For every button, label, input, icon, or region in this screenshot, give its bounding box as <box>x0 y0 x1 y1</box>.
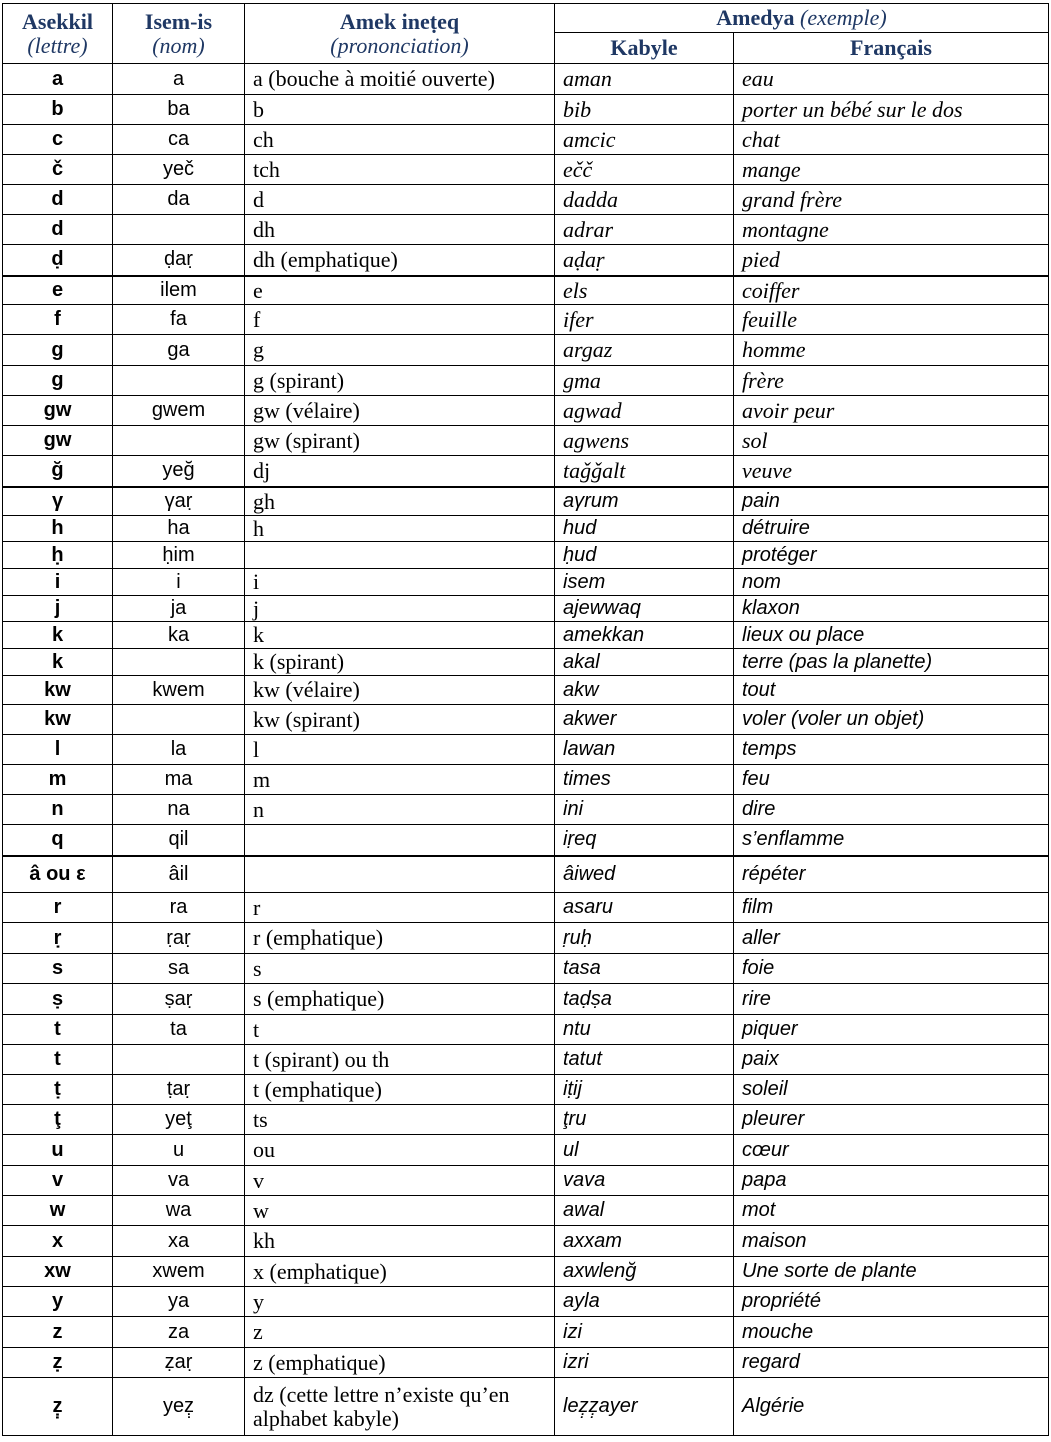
pronunciation-cell: gw (vélaire) <box>245 396 555 426</box>
kabyle-cell: ul <box>555 1135 734 1166</box>
name-cell: γaṛ <box>113 487 245 516</box>
pronunciation-cell: dz (cette lettre n’existe qu’en alphabet kabyle) <box>245 1378 555 1436</box>
kabyle-cell: argaz <box>555 335 734 366</box>
table-row <box>3 1015 1049 1045</box>
french-cell: eau <box>734 64 1049 95</box>
letter-cell: t <box>3 1045 113 1075</box>
french-cell: mange <box>734 155 1049 185</box>
kabyle-cell: âiwed <box>555 856 734 893</box>
name-cell: gwem <box>113 396 245 426</box>
french-cell: soleil <box>734 1075 1049 1105</box>
french-cell: aller <box>734 923 1049 954</box>
name-cell <box>113 366 245 396</box>
table-row <box>3 735 1049 765</box>
kabyle-cell: bib <box>555 95 734 125</box>
kabyle-cell: vava <box>555 1166 734 1196</box>
table-body <box>3 64 1049 1436</box>
letter-cell: x <box>3 1226 113 1257</box>
kabyle-cell: ṛuḥ <box>555 923 734 954</box>
pronunciation-cell: tch <box>245 155 555 185</box>
letter-cell: k <box>3 622 113 649</box>
kabyle-cell: akw <box>555 676 734 705</box>
pronunciation-cell: kw (spirant) <box>245 705 555 735</box>
french-cell: pleurer <box>734 1105 1049 1135</box>
kabyle-cell: leẓ̣ẓ̣ayer <box>555 1378 734 1436</box>
letter-cell: e <box>3 276 113 305</box>
kabyle-cell: ajewwaq <box>555 596 734 622</box>
table-row <box>3 893 1049 923</box>
french-cell: s’enflamme <box>734 825 1049 856</box>
name-cell: âil <box>113 856 245 893</box>
pronunciation-cell: z (emphatique) <box>245 1348 555 1378</box>
name-cell: ba <box>113 95 245 125</box>
table-row <box>3 245 1049 276</box>
table-row <box>3 825 1049 856</box>
name-cell: wa <box>113 1196 245 1226</box>
header-name-title: Isem-is <box>144 9 213 35</box>
letter-cell: xw <box>3 1257 113 1287</box>
kabyle-cell: isem <box>555 569 734 596</box>
name-cell: ilem <box>113 276 245 305</box>
letter-cell: u <box>3 1135 113 1166</box>
letter-cell: γ <box>3 487 113 516</box>
kabyle-cell: aḍaṛ <box>555 245 734 276</box>
kabyle-cell: times <box>555 765 734 795</box>
kabyle-cell: taḍṣa <box>555 984 734 1015</box>
table-row <box>3 305 1049 335</box>
header-letter <box>3 4 113 64</box>
header-letter-title: Asekkil <box>22 9 93 35</box>
pronunciation-cell: v <box>245 1166 555 1196</box>
letter-cell: y <box>3 1287 113 1317</box>
french-cell: maison <box>734 1226 1049 1257</box>
pronunciation-cell: ou <box>245 1135 555 1166</box>
alphabet-table <box>2 3 1049 1436</box>
pronunciation-cell: h <box>245 516 555 542</box>
french-cell: protéger <box>734 542 1049 569</box>
name-cell: ta <box>113 1015 245 1045</box>
french-cell: cœur <box>734 1135 1049 1166</box>
table-row <box>3 1105 1049 1135</box>
table-row <box>3 516 1049 542</box>
letter-cell: m <box>3 765 113 795</box>
kabyle-cell: ayla <box>555 1287 734 1317</box>
name-cell: ka <box>113 622 245 649</box>
name-cell: ẓaṛ <box>113 1348 245 1378</box>
letter-cell: gw <box>3 396 113 426</box>
letter-cell: b <box>3 95 113 125</box>
french-cell: porter un bébé sur le dos <box>734 95 1049 125</box>
pronunciation-cell: g (spirant) <box>245 366 555 396</box>
name-cell: va <box>113 1166 245 1196</box>
name-cell: sa <box>113 954 245 984</box>
kabyle-cell: ifer <box>555 305 734 335</box>
french-cell: mot <box>734 1196 1049 1226</box>
table-row <box>3 1196 1049 1226</box>
name-cell <box>113 1045 245 1075</box>
kabyle-cell: aγrum <box>555 487 734 516</box>
pronunciation-cell: f <box>245 305 555 335</box>
pronunciation-cell: kh <box>245 1226 555 1257</box>
name-cell: ṛaṛ <box>113 923 245 954</box>
name-cell: u <box>113 1135 245 1166</box>
french-cell: feuille <box>734 305 1049 335</box>
letter-cell: gw <box>3 426 113 456</box>
letter-cell: s <box>3 954 113 984</box>
letter-cell: l <box>3 735 113 765</box>
name-cell: ca <box>113 125 245 155</box>
letter-cell: ẓ̣ <box>3 1378 113 1436</box>
kabyle-cell: amekkan <box>555 622 734 649</box>
name-cell: ja <box>113 596 245 622</box>
letter-cell: w <box>3 1196 113 1226</box>
table-row <box>3 705 1049 735</box>
name-cell: xwem <box>113 1257 245 1287</box>
name-cell: ḥim <box>113 542 245 569</box>
letter-cell: n <box>3 795 113 825</box>
header-letter-sub: (lettre) <box>27 32 88 58</box>
french-cell: nom <box>734 569 1049 596</box>
kabyle-cell: izri <box>555 1348 734 1378</box>
table-row <box>3 856 1049 893</box>
kabyle-cell: iṭij <box>555 1075 734 1105</box>
kabyle-cell: els <box>555 276 734 305</box>
table-row <box>3 64 1049 95</box>
letter-cell: i <box>3 569 113 596</box>
french-cell: sol <box>734 426 1049 456</box>
name-cell <box>113 705 245 735</box>
letter-cell: j <box>3 596 113 622</box>
name-cell: yeţ <box>113 1105 245 1135</box>
letter-cell: kw <box>3 676 113 705</box>
french-cell: film <box>734 893 1049 923</box>
french-cell: montagne <box>734 215 1049 245</box>
name-cell: xa <box>113 1226 245 1257</box>
kabyle-cell: ḥud <box>555 542 734 569</box>
letter-cell: a <box>3 64 113 95</box>
kabyle-cell: axwlenğ <box>555 1257 734 1287</box>
pronunciation-cell: dh <box>245 215 555 245</box>
name-cell: la <box>113 735 245 765</box>
pronunciation-cell <box>245 856 555 893</box>
name-cell: ya <box>113 1287 245 1317</box>
kabyle-cell: agwens <box>555 426 734 456</box>
pronunciation-cell: a (bouche à moitié ouverte) <box>245 64 555 95</box>
kabyle-cell: ţru <box>555 1105 734 1135</box>
pronunciation-cell: d <box>245 185 555 215</box>
header-kabyle: Kabyle <box>555 33 734 64</box>
header-example <box>555 4 1049 33</box>
name-cell: yeẓ̣ <box>113 1378 245 1436</box>
table-row <box>3 1378 1049 1436</box>
table-row <box>3 1257 1049 1287</box>
name-cell: i <box>113 569 245 596</box>
pronunciation-cell: e <box>245 276 555 305</box>
table-row <box>3 765 1049 795</box>
table-row <box>3 542 1049 569</box>
letter-cell: g <box>3 335 113 366</box>
kabyle-cell: izi <box>555 1317 734 1348</box>
letter-cell: ṭ <box>3 1075 113 1105</box>
table-row <box>3 622 1049 649</box>
table-row <box>3 954 1049 984</box>
pronunciation-cell: s (emphatique) <box>245 984 555 1015</box>
letter-cell: k <box>3 649 113 676</box>
letter-cell: ḥ <box>3 542 113 569</box>
table-row <box>3 185 1049 215</box>
table-row <box>3 1226 1049 1257</box>
kabyle-cell: ini <box>555 795 734 825</box>
french-cell: détruire <box>734 516 1049 542</box>
pronunciation-cell: t (spirant) ou th <box>245 1045 555 1075</box>
kabyle-cell: tatut <box>555 1045 734 1075</box>
letter-cell: q <box>3 825 113 856</box>
name-cell: yeč <box>113 155 245 185</box>
kabyle-cell: gma <box>555 366 734 396</box>
name-cell: fa <box>113 305 245 335</box>
letter-cell: d <box>3 185 113 215</box>
pronunciation-cell: dh (emphatique) <box>245 245 555 276</box>
letter-cell: ṣ <box>3 984 113 1015</box>
header-pronunciation-sub: (prononciation) <box>330 32 469 58</box>
letter-cell: d <box>3 215 113 245</box>
table-row <box>3 155 1049 185</box>
table-row <box>3 396 1049 426</box>
table-row <box>3 1075 1049 1105</box>
name-cell: ga <box>113 335 245 366</box>
french-cell: terre (pas la planette) <box>734 649 1049 676</box>
name-cell: za <box>113 1317 245 1348</box>
pronunciation-cell: kw (vélaire) <box>245 676 555 705</box>
french-cell: chat <box>734 125 1049 155</box>
pronunciation-cell: ts <box>245 1105 555 1135</box>
kabyle-cell: akwer <box>555 705 734 735</box>
french-cell: frère <box>734 366 1049 396</box>
french-cell: Algérie <box>734 1378 1049 1436</box>
name-cell: ṣaṛ <box>113 984 245 1015</box>
pronunciation-cell: g <box>245 335 555 366</box>
pronunciation-cell: k (spirant) <box>245 649 555 676</box>
table-row <box>3 1287 1049 1317</box>
header-pronunciation <box>245 4 555 64</box>
french-cell: avoir peur <box>734 396 1049 426</box>
french-cell: répéter <box>734 856 1049 893</box>
french-cell: homme <box>734 335 1049 366</box>
letter-cell: â ou ε <box>3 856 113 893</box>
name-cell: yeğ <box>113 456 245 487</box>
pronunciation-cell: t (emphatique) <box>245 1075 555 1105</box>
pronunciation-cell: b <box>245 95 555 125</box>
table-row <box>3 487 1049 516</box>
french-cell: propriété <box>734 1287 1049 1317</box>
kabyle-cell: amcic <box>555 125 734 155</box>
pronunciation-cell: r (emphatique) <box>245 923 555 954</box>
pronunciation-cell: gw (spirant) <box>245 426 555 456</box>
french-cell: lieux ou place <box>734 622 1049 649</box>
letter-cell: ṛ <box>3 923 113 954</box>
french-cell: coiffer <box>734 276 1049 305</box>
table-row <box>3 456 1049 487</box>
letter-cell: č <box>3 155 113 185</box>
name-cell: a <box>113 64 245 95</box>
letter-cell: ẓ <box>3 1348 113 1378</box>
table-row <box>3 676 1049 705</box>
french-cell: grand frère <box>734 185 1049 215</box>
table-row <box>3 923 1049 954</box>
french-cell: voler (voler un objet) <box>734 705 1049 735</box>
table-row <box>3 95 1049 125</box>
name-cell: da <box>113 185 245 215</box>
table-row <box>3 335 1049 366</box>
french-cell: Une sorte de plante <box>734 1257 1049 1287</box>
kabyle-cell: taǧǧalt <box>555 456 734 487</box>
pronunciation-cell: z <box>245 1317 555 1348</box>
header-french: Français <box>734 33 1049 64</box>
french-cell: veuve <box>734 456 1049 487</box>
pronunciation-cell: l <box>245 735 555 765</box>
letter-cell: r <box>3 893 113 923</box>
kabyle-cell: ntu <box>555 1015 734 1045</box>
kabyle-cell: ečč <box>555 155 734 185</box>
table-row <box>3 1348 1049 1378</box>
letter-cell: ţ <box>3 1105 113 1135</box>
name-cell <box>113 215 245 245</box>
kabyle-cell: aman <box>555 64 734 95</box>
kabyle-cell: dadda <box>555 185 734 215</box>
name-cell: qil <box>113 825 245 856</box>
french-cell: klaxon <box>734 596 1049 622</box>
name-cell: kwem <box>113 676 245 705</box>
name-cell: ḍaṛ <box>113 245 245 276</box>
table-row <box>3 426 1049 456</box>
table-row <box>3 1166 1049 1196</box>
kabyle-cell: iṛeq <box>555 825 734 856</box>
table-row <box>3 276 1049 305</box>
french-cell: feu <box>734 765 1049 795</box>
table-row <box>3 649 1049 676</box>
name-cell <box>113 649 245 676</box>
letter-cell: c <box>3 125 113 155</box>
letter-cell: kw <box>3 705 113 735</box>
name-cell: ra <box>113 893 245 923</box>
french-cell: foie <box>734 954 1049 984</box>
pronunciation-cell: y <box>245 1287 555 1317</box>
pronunciation-cell: dj <box>245 456 555 487</box>
header-example-title: Amedya <box>716 5 795 31</box>
table-row <box>3 569 1049 596</box>
name-cell: ṭaṛ <box>113 1075 245 1105</box>
kabyle-cell: asaru <box>555 893 734 923</box>
pronunciation-cell: m <box>245 765 555 795</box>
letter-cell: z <box>3 1317 113 1348</box>
table-row <box>3 125 1049 155</box>
kabyle-cell: lawan <box>555 735 734 765</box>
pronunciation-cell: t <box>245 1015 555 1045</box>
letter-cell: t <box>3 1015 113 1045</box>
pronunciation-cell: k <box>245 622 555 649</box>
table-row <box>3 795 1049 825</box>
french-cell: mouche <box>734 1317 1049 1348</box>
french-cell: tout <box>734 676 1049 705</box>
letter-cell: ğ <box>3 456 113 487</box>
letter-cell: v <box>3 1166 113 1196</box>
letter-cell: f <box>3 305 113 335</box>
french-cell: paix <box>734 1045 1049 1075</box>
kabyle-cell: hud <box>555 516 734 542</box>
kabyle-cell: adrar <box>555 215 734 245</box>
name-cell: ha <box>113 516 245 542</box>
kabyle-cell: akal <box>555 649 734 676</box>
pronunciation-cell: w <box>245 1196 555 1226</box>
table-row <box>3 366 1049 396</box>
french-cell: pied <box>734 245 1049 276</box>
kabyle-cell: awal <box>555 1196 734 1226</box>
french-cell: papa <box>734 1166 1049 1196</box>
pronunciation-cell: j <box>245 596 555 622</box>
table-row <box>3 1317 1049 1348</box>
table-row <box>3 1135 1049 1166</box>
header-name <box>113 4 245 64</box>
name-cell: na <box>113 795 245 825</box>
pronunciation-cell: n <box>245 795 555 825</box>
kabyle-cell: axxam <box>555 1226 734 1257</box>
pronunciation-cell: r <box>245 893 555 923</box>
table-row <box>3 215 1049 245</box>
pronunciation-cell: ch <box>245 125 555 155</box>
table-row <box>3 984 1049 1015</box>
pronunciation-cell: x (emphatique) <box>245 1257 555 1287</box>
header-pronunciation-title: Amek ineṭeq <box>339 9 460 35</box>
pronunciation-cell: i <box>245 569 555 596</box>
table-row <box>3 596 1049 622</box>
french-cell: piquer <box>734 1015 1049 1045</box>
letter-cell: h <box>3 516 113 542</box>
table-row <box>3 1045 1049 1075</box>
pronunciation-cell: gh <box>245 487 555 516</box>
french-cell: temps <box>734 735 1049 765</box>
pronunciation-cell <box>245 825 555 856</box>
pronunciation-cell: s <box>245 954 555 984</box>
kabyle-cell: tasa <box>555 954 734 984</box>
kabyle-cell: agwad <box>555 396 734 426</box>
header-name-sub: (nom) <box>152 32 205 58</box>
french-cell: pain <box>734 487 1049 516</box>
french-cell: dire <box>734 795 1049 825</box>
letter-cell: g <box>3 366 113 396</box>
pronunciation-cell <box>245 542 555 569</box>
name-cell <box>113 426 245 456</box>
french-cell: regard <box>734 1348 1049 1378</box>
name-cell: ma <box>113 765 245 795</box>
letter-cell: ḍ <box>3 245 113 276</box>
french-cell: rire <box>734 984 1049 1015</box>
header-example-sub: (exemple) <box>800 5 887 31</box>
